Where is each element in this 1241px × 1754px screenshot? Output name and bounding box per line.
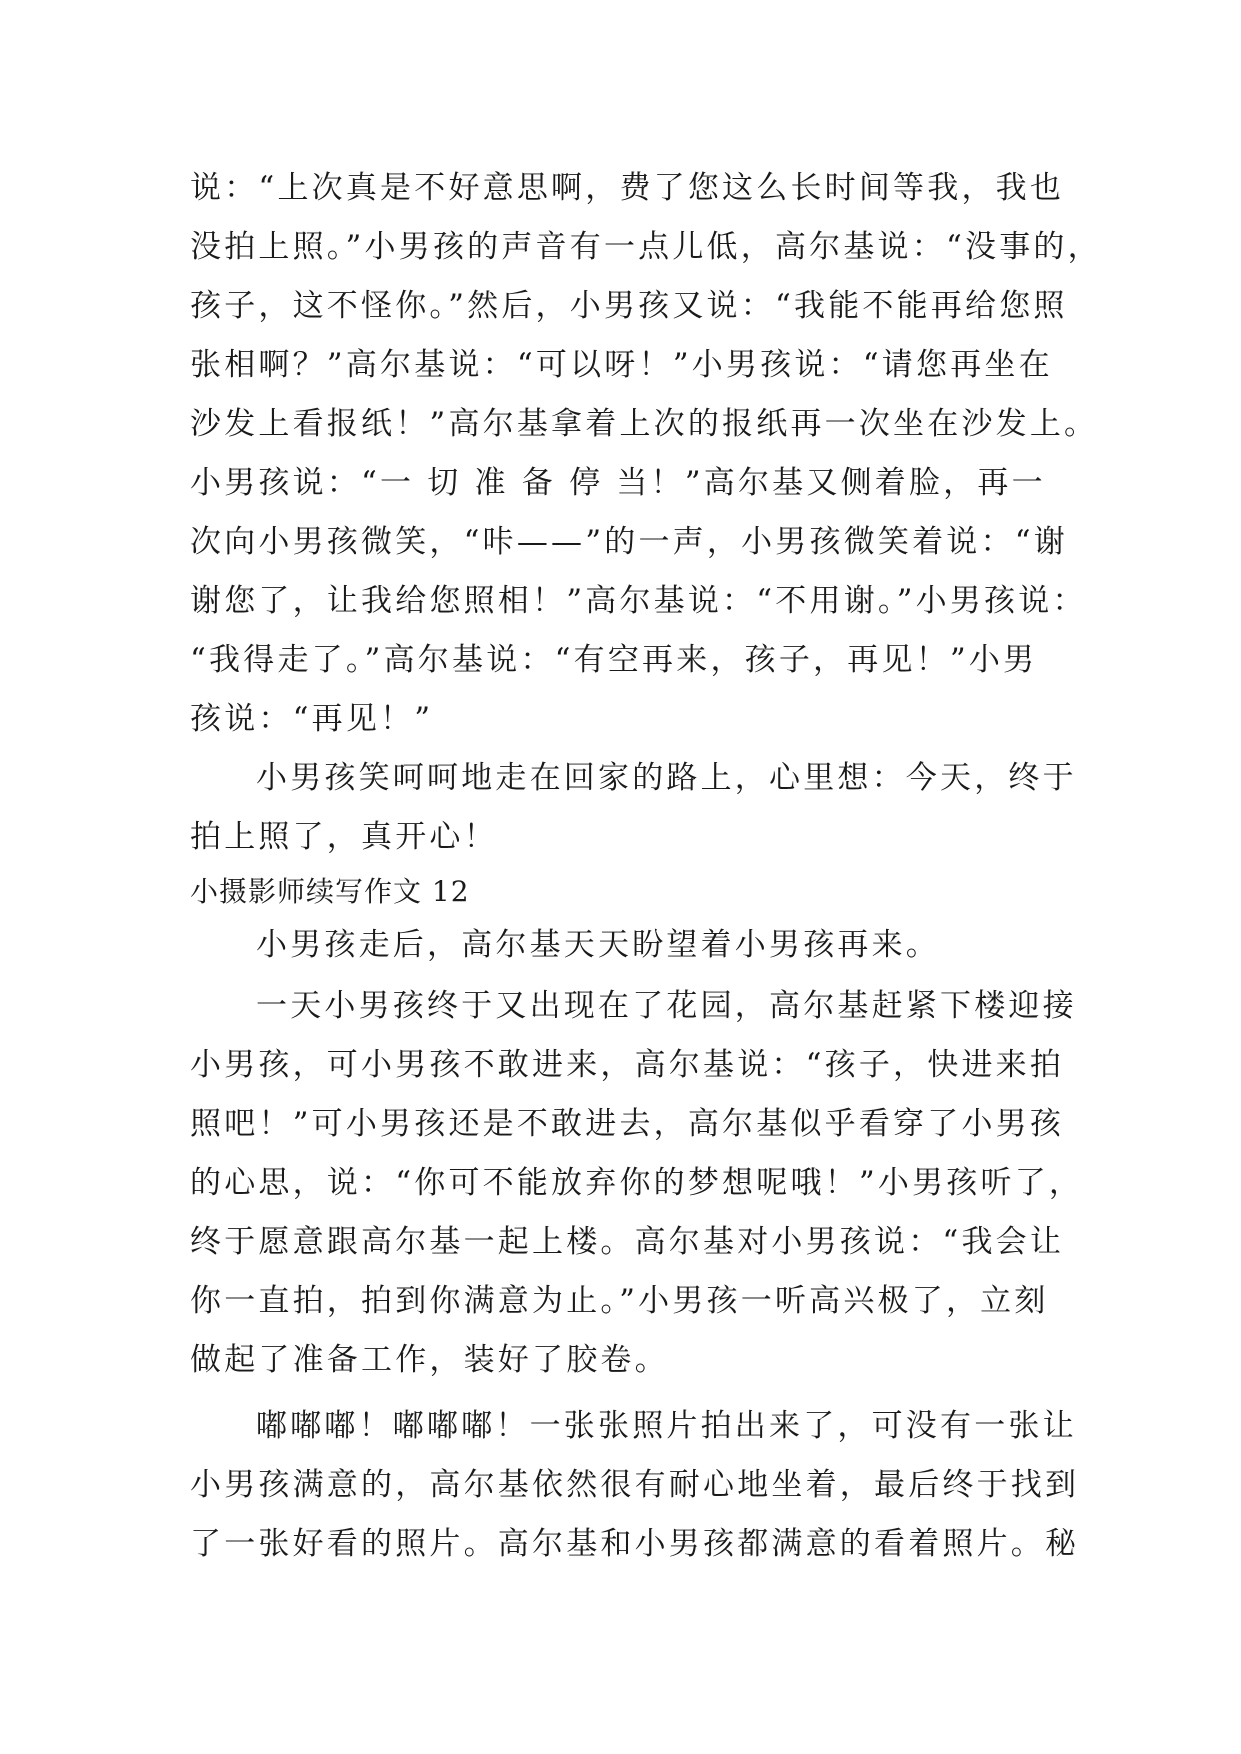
text-line: 的心思，说：“你可不能放弃你的梦想呢哦！”小男孩听了，	[190, 1165, 1084, 1201]
text-line: 沙发上看报纸！”高尔基拿着上次的报纸再一次坐在沙发上。	[190, 406, 1099, 442]
paragraph-first-line: 小男孩走后，高尔基天天盼望着小男孩再来。	[256, 927, 940, 963]
text-line: 做起了准备工作，装好了胶卷。	[190, 1342, 669, 1378]
text-line: 孩说：“再见！”	[190, 701, 434, 737]
paragraph-first-line: 一天小男孩终于又出现在了花园，高尔基赶紧下楼迎接	[256, 988, 1077, 1024]
text-line: 照吧！”可小男孩还是不敢进去，高尔基似乎看穿了小男孩	[190, 1106, 1065, 1142]
text-line: 次向小男孩微笑，“咔——”的一声，小男孩微笑着说：“谢	[190, 524, 1068, 560]
section-heading: 小摄影师续写作文 12	[190, 875, 470, 908]
paragraph-first-line: 嘟嘟嘟！嘟嘟嘟！一张张照片拍出来了，可没有一张让	[256, 1408, 1077, 1444]
text-line: 你一直拍，拍到你满意为止。”小男孩一听高兴极了，立刻	[190, 1283, 1049, 1319]
paragraph-first-line: 小男孩笑呵呵地走在回家的路上，心里想：今天，终于	[256, 760, 1077, 796]
text-line: 小男孩说：“一 切 准 备 停 当！”高尔基又侧着脸，再一	[190, 465, 1046, 501]
text-line: 小男孩，可小男孩不敢进来，高尔基说：“孩子，快进来拍	[190, 1047, 1065, 1083]
text-line: “我得走了。”高尔基说：“有空再来，孩子，再见！”小男	[190, 642, 1038, 678]
text-line: 说：“上次真是不好意思啊，费了您这么长时间等我，我也	[190, 170, 1065, 206]
text-line: 小男孩满意的，高尔基依然很有耐心地坐着，最后终于找到	[190, 1467, 1080, 1503]
text-line: 没拍上照。”小男孩的声音有一点儿低，高尔基说：“没事的，	[190, 229, 1102, 265]
text-line: 孩子，这不怪你。”然后，小男孩又说：“我能不能再给您照	[190, 288, 1068, 324]
text-line: 了一张好看的照片。高尔基和小男孩都满意的看着照片。秘	[190, 1526, 1080, 1562]
text-line: 拍上照了，真开心！	[190, 819, 498, 855]
text-line: 谢您了，让我给您照相！”高尔基说：“不用谢。”小男孩说：	[190, 583, 1087, 619]
text-line: 张相啊？”高尔基说：“可以呀！”小男孩说：“请您再坐在	[190, 347, 1053, 383]
text-line: 终于愿意跟高尔基一起上楼。高尔基对小男孩说：“我会让	[190, 1224, 1065, 1260]
